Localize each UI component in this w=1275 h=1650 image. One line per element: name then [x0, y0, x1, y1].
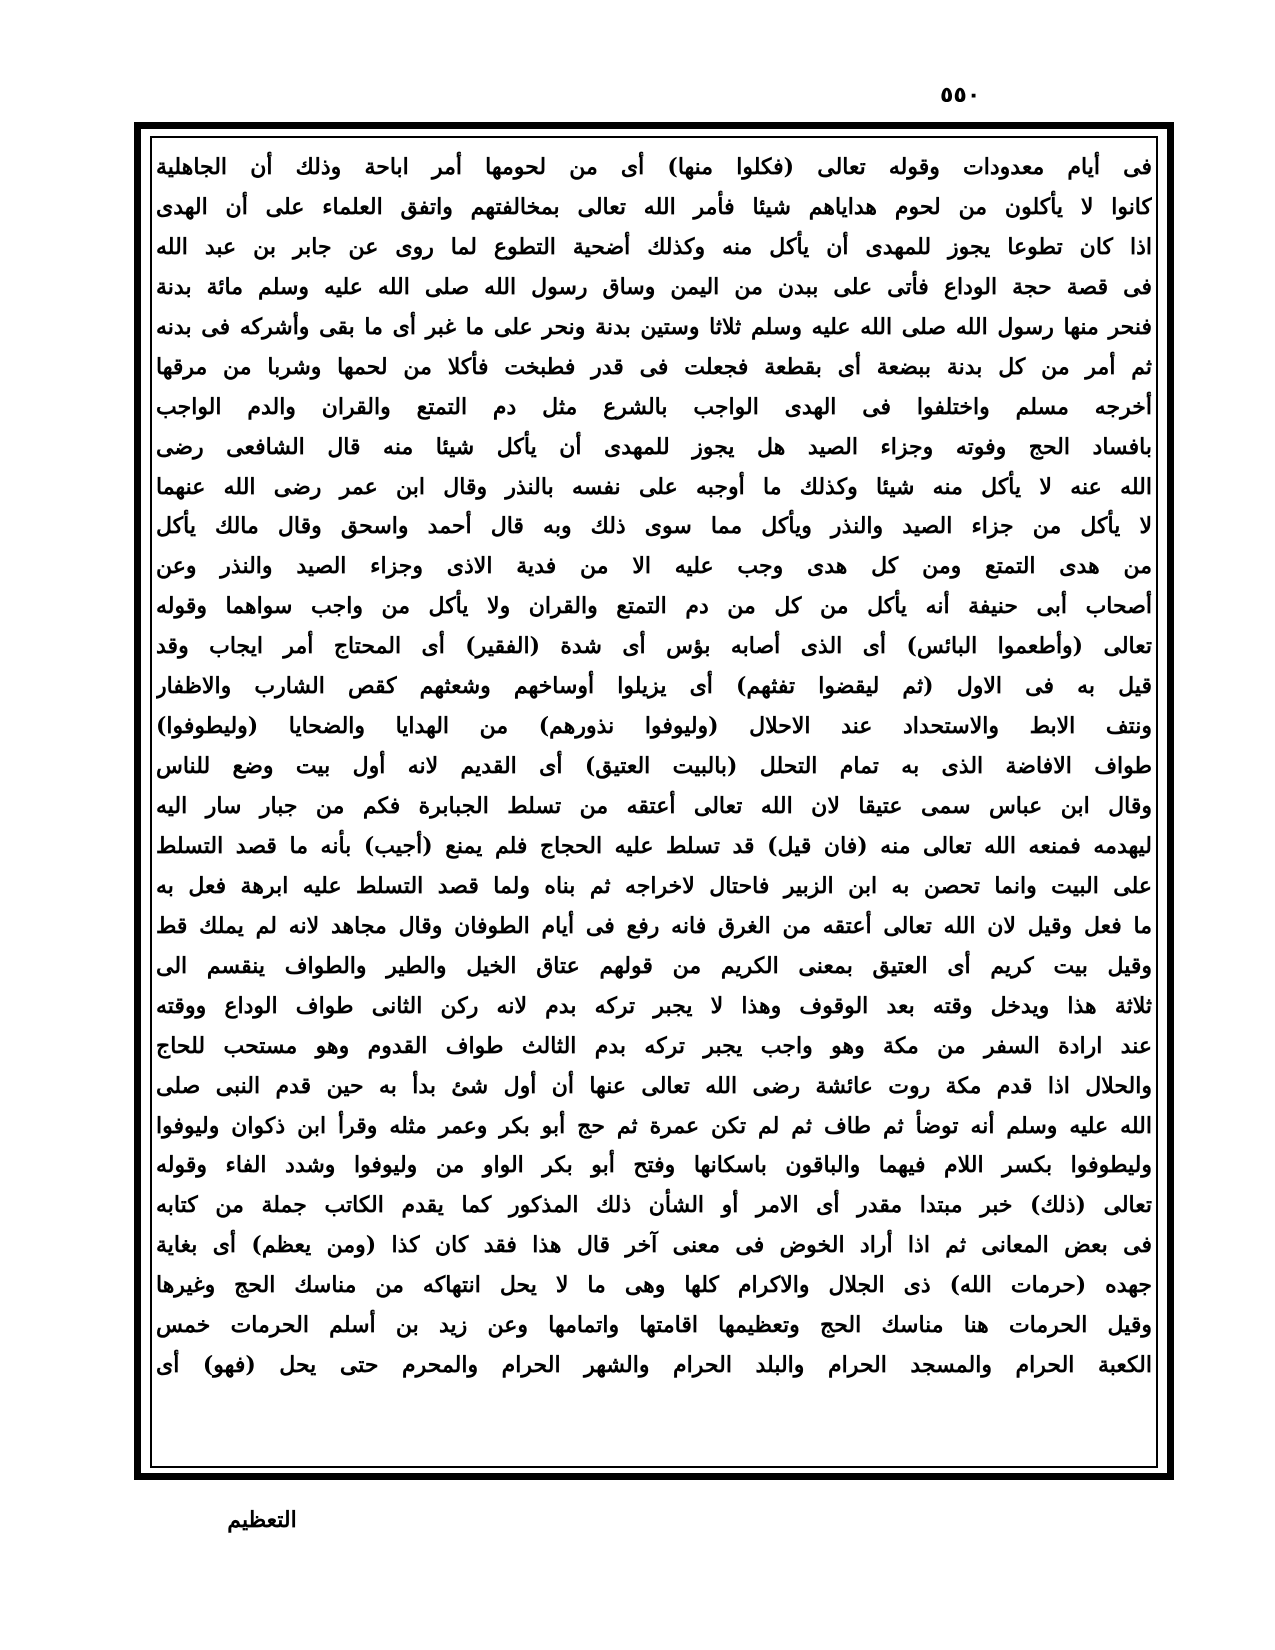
text-line-3: اذا كان تطوعا يجوز للمهدى أن يأكل منه وكذلك أضحية التطوع لما روى عن جابر بن عبد الله: [156, 233, 1152, 260]
text-line-22: ثلاثة هذا ويدخل وقته بعد الوقوف وهذا لا يجبر تركه بدم لانه ركن الثانى طواف الوداع ووقته: [156, 992, 1152, 1019]
text-line-6: ثم أمر من كل بدنة ببضعة أى بقطعة فجعلت فى قدر فطبخت فأكلا من لحمها وشربا من مرقها: [156, 353, 1152, 380]
text-line-10: لا يأكل من جزاء الصيد والنذر ويأكل مما سوى ذلك وبه قال أحمد واسحق وقال مالك يأكل: [156, 513, 1152, 540]
text-line-28: فى بعض المعانى ثم اذا أراد الخوض فى معنى آخر قال هذا فقد كان كذا (ومن يعظم) أى بغاية: [156, 1232, 1152, 1259]
text-line-30: وقيل الحرمات هنا مناسك الحج وتعظيمها اقامتها واتمامها وعن زيد بن أسلم الحرمات خمس: [156, 1312, 1152, 1339]
text-line-5: فنحر منها رسول الله صلى الله عليه وسلم ثلاثا وستين بدنة ونحر على ما غبر أى ما بقى وأشركه فى بدنه: [156, 313, 1152, 340]
text-line-13: تعالى (وأطعموا البائس) أى الذى أصابه بؤس أى شدة (الفقير) أى المحتاج أمر ايجاب وقد: [156, 633, 1152, 660]
text-line-29: جهده (حرمات الله) ذى الجلال والاكرام كلها وهى ما لا يحل انتهاكه من مناسك الحج وغيرها: [156, 1272, 1152, 1299]
catchword: التعظيم: [227, 1507, 297, 1533]
text-line-31: الكعبة الحرام والمسجد الحرام والبلد الحرام والشهر الحرام والمحرم حتى يحل (فهو) أى: [156, 1352, 1152, 1379]
text-line-18: ليهدمه فمنعه الله تعالى منه (فان قيل) قد تسلط عليه الحجاج فلم يمنع (أجيب) بأنه ما قصد التسلط: [156, 832, 1152, 859]
text-line-11: من هدى التمتع ومن كل هدى وجب عليه الا من فدية الاذى وجزاء الصيد والنذر وعن: [156, 553, 1152, 580]
text-line-7: أخرجه مسلم واختلفوا فى الهدى الواجب بالشرع مثل دم التمتع والقران والدم الواجب: [156, 393, 1152, 420]
text-line-15: ونتف الابط والاستحداد عند الاحلال (وليوفوا نذورهم) من الهدايا والضحايا (وليطوفوا): [156, 713, 1152, 740]
text-line-2: كانوا لا يأكلون من لحوم هداياهم شيئا فأمر الله تعالى بمخالفتهم واتفق العلماء على أن الهدى: [156, 193, 1152, 220]
page-number: ٥٥٠: [940, 83, 981, 108]
text-line-19: على البيت وانما تحصن به ابن الزبير فاحتال لاخراجه ثم بناه ولما قصد التسلط عليه ابرهة فعل به: [156, 872, 1152, 899]
text-line-8: بافساد الحج وفوته وجزاء الصيد هل يجوز للمهدى أن يأكل شيئا منه قال الشافعى رضى: [156, 433, 1152, 460]
text-line-24: والحلال اذا قدم مكة روت عائشة رضى الله تعالى عنها أن أول شئ بدأ به حين قدم النبى صلى: [156, 1072, 1152, 1099]
text-line-12: أصحاب أبى حنيفة أنه يأكل من كل من دم التمتع والقران ولا يأكل من واجب سواهما وقوله: [156, 593, 1152, 620]
text-line-25: الله عليه وسلم أنه توضأ ثم طاف ثم لم تكن عمرة ثم حج أبو بكر وعمر مثله وقرأ ابن ذكوان وليوفوا: [156, 1112, 1152, 1139]
text-line-14: قيل به فى الاول (ثم ليقضوا تفثهم) أى يزيلوا أوساخهم وشعثهم كقص الشارب والاظفار: [156, 673, 1152, 700]
text-line-21: وقيل بيت كريم أى العتيق بمعنى الكريم من قولهم عتاق الخيل والطير والطواف ينقسم الى: [156, 952, 1152, 979]
text-line-27: تعالى (ذلك) خبر مبتدا مقدر أى الامر أو الشأن ذلك المذكور كما يقدم الكاتب جملة من كتابه: [156, 1192, 1152, 1219]
text-line-23: عند ارادة السفر من مكة وهو واجب يجبر تركه بدم الثالث طواف القدوم وهو مستحب للحاج: [156, 1032, 1152, 1059]
text-body: [156, 148, 1152, 1468]
text-line-17: وقال ابن عباس سمى عتيقا لان الله تعالى أعتقه من تسلط الجبابرة فكم من جبار سار اليه: [156, 793, 1152, 819]
text-line-16: طواف الافاضة الذى به تمام التحلل (بالبيت العتيق) أى القديم لانه أول بيت وضع للناس: [156, 753, 1152, 780]
text-line-4: فى قصة حجة الوداع فأتى على ببدن من اليمن وساق رسول الله صلى الله عليه وسلم مائة بدنة: [156, 273, 1152, 300]
text-line-1: فى أيام معدودات وقوله تعالى (فكلوا منها) أى من لحومها أمر اباحة وذلك أن الجاهلية: [156, 154, 1152, 180]
text-line-20: ما فعل وقيل لان الله تعالى أعتقه من الغرق فانه رفع فى أيام الطوفان وقال مجاهد لانه لم يملك قط: [156, 912, 1152, 939]
text-line-9: الله عنه لا يأكل منه شيئا وكذلك ما أوجبه على نفسه بالنذر وقال ابن عمر رضى الله عنهما: [156, 473, 1152, 500]
text-line-26: وليطوفوا بكسر اللام فيهما والباقون باسكانها وفتح أبو بكر الواو من وليوفوا وشدد الفاء وقوله: [156, 1152, 1152, 1179]
